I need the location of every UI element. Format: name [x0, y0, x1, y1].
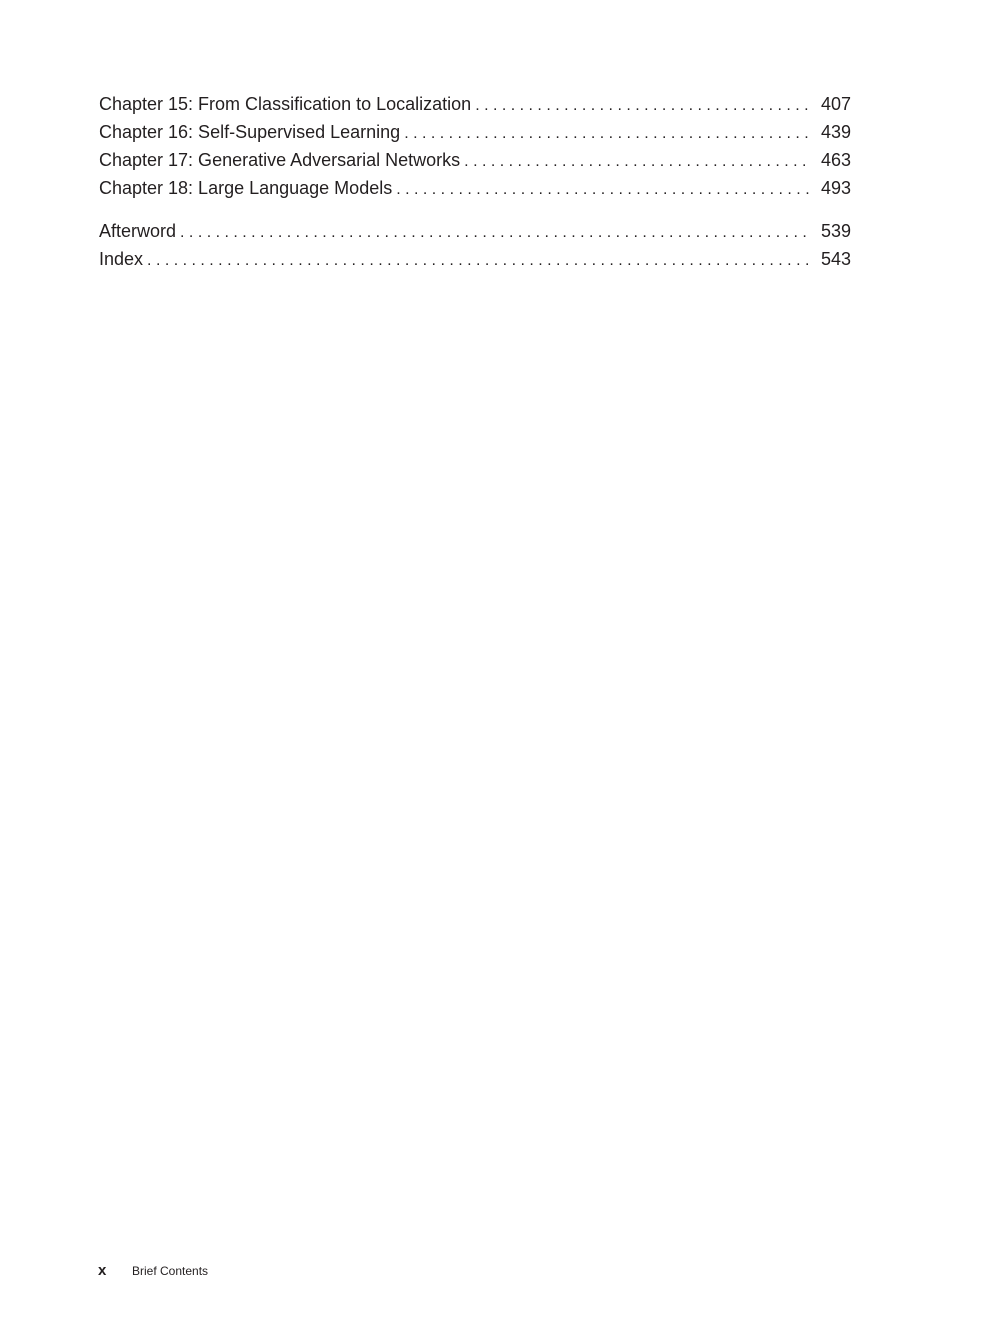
toc-entry-page: 439: [820, 122, 851, 142]
toc-entry-title: Index: [99, 249, 144, 269]
toc-entry-title: Afterword: [99, 221, 177, 241]
toc-entry[interactable]: [99, 90, 851, 118]
toc-entry-title: Chapter 15: From Classification to Localization: [99, 94, 472, 114]
toc-entry[interactable]: [99, 174, 851, 202]
dot-leader: [147, 247, 809, 275]
toc-entry[interactable]: [99, 146, 851, 174]
toc-entry[interactable]: [99, 217, 851, 245]
toc-entry-title: Chapter 17: Generative Adversarial Networks: [99, 150, 461, 170]
toc-entry-page: 543: [820, 249, 851, 269]
dot-leader: [396, 176, 809, 204]
toc-entry-title: Chapter 18: Large Language Models: [99, 178, 393, 198]
running-head: Brief Contents: [132, 1264, 209, 1278]
toc-entry-page: 463: [820, 150, 851, 170]
toc-entry-page: 407: [820, 94, 851, 114]
toc-entry-page: 493: [820, 178, 851, 198]
dot-leader: [180, 219, 809, 247]
toc-backmatter-group: [99, 217, 851, 273]
toc-entry[interactable]: [99, 245, 851, 273]
dot-leader: [475, 92, 809, 120]
dot-leader: [464, 148, 809, 176]
page-footer: [98, 1262, 208, 1279]
dot-leader: [404, 120, 809, 148]
page-number: x: [98, 1262, 107, 1279]
toc-entry-title: Chapter 16: Self-Supervised Learning: [99, 122, 401, 142]
toc-chapter-group: [99, 90, 851, 202]
toc-entry-page: 539: [820, 221, 851, 241]
toc-entry[interactable]: [99, 118, 851, 146]
table-of-contents: [99, 90, 851, 273]
